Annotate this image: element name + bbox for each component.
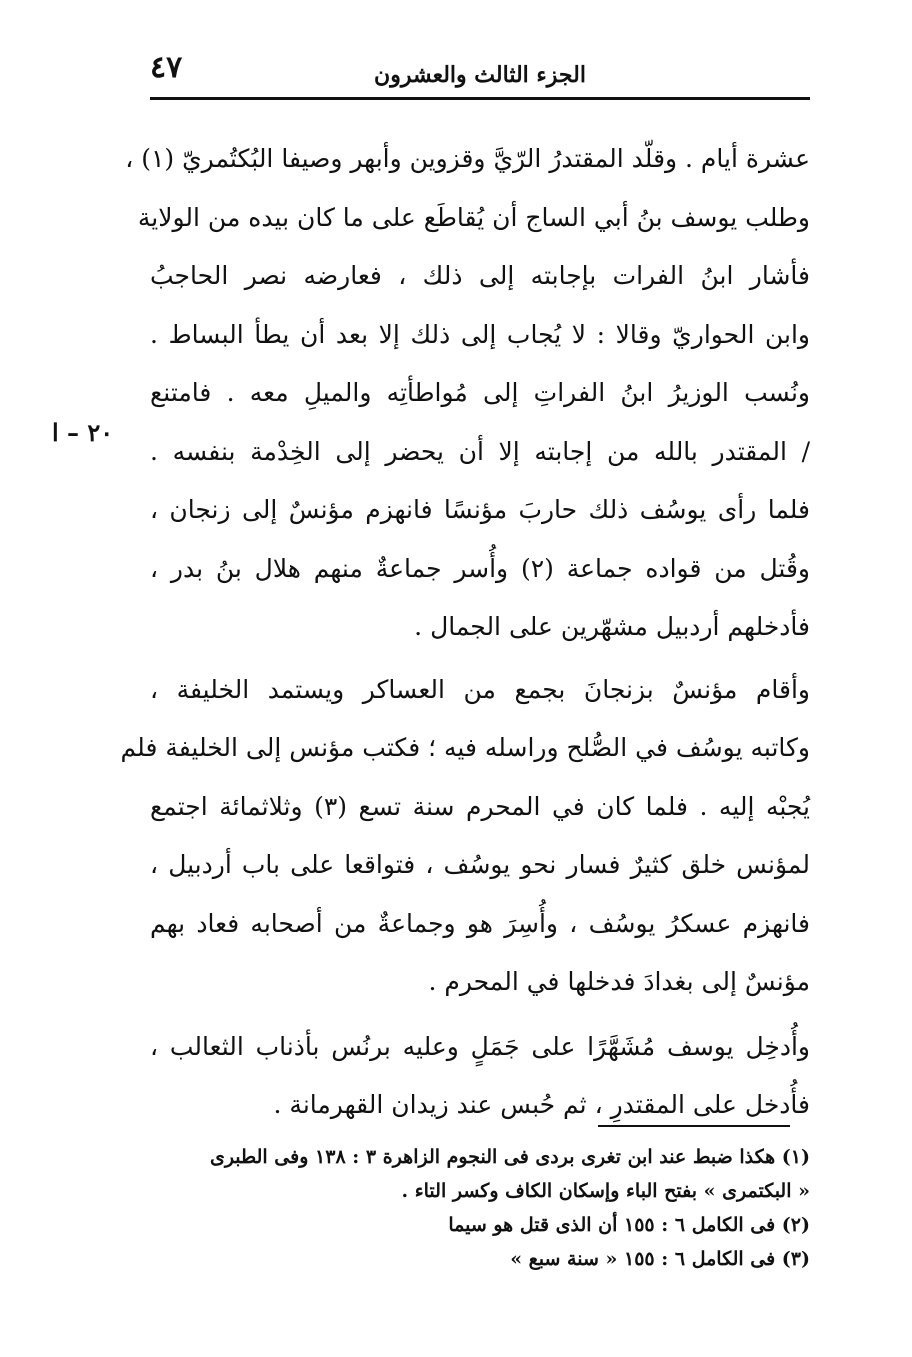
text-line: يُجبْه إليه . فلما كان في المحرم سنة تسع (٣) وثلاثمائة اجتمع	[150, 791, 811, 821]
text-line: فانهزم عسكرُ يوسُف ، وأُسِرَ هو وجماعةٌ من أصحابه فعاد بهم	[150, 908, 810, 938]
footnote-3: (٣) فى الكامل ٦ : ١٥٥ « سنة سبع »	[510, 1248, 810, 1270]
text-line: مؤنسٌ إلى بغدادَ فدخلها في المحرم .	[428, 967, 810, 996]
page-number: ٤٧	[150, 50, 183, 85]
margin-note: ٢٠ – ا	[52, 418, 114, 447]
footnotes	[150, 1140, 810, 1276]
text-line: ونُسب الوزيرُ ابنُ الفراتِ إلى مُواطأتِه والميلِ معه . فامتنع	[150, 378, 810, 407]
footnote-2: (٢) فى الكامل ٦ : ١٥٥ أن الذى قتل هو سيما	[448, 1214, 810, 1236]
main-text	[120, 130, 811, 1135]
text-line: لمؤنس خلق كثيرٌ فسار نحو يوسُف ، فتواقعا على باب أردبيل ،	[150, 850, 810, 879]
footnote-rule	[598, 1125, 790, 1127]
text-line: وأُدخِل يوسف مُشَهَّرًا على جَمَلٍ وعليه برنُس بأذناب الثعالب ،	[150, 1031, 810, 1061]
page-header	[150, 48, 810, 100]
text-line: وطلب يوسف بنُ أبي الساج أن يُقاطَع على ما كان بيده من الولاية	[137, 202, 810, 232]
footnote-1-continued: « البكتمرى » بفتح الباء وإسكان الكاف وكسر التاء .	[401, 1180, 810, 1202]
text-line: / المقتدر بالله من إجابته إلا أن يحضر إلى الخِدْمة بنفسه .	[150, 436, 810, 466]
text-line: وابن الحواريّ وقالا : لا يُجاب إلى ذلك إلا بعد أن يطأ البساط .	[150, 319, 810, 349]
text-line: وأقام مؤنسٌ بزنجانَ بجمع من العساكر ويستمد الخليفة ،	[150, 674, 810, 704]
running-title: الجزء الثالث والعشرون	[374, 62, 586, 88]
text-line: وكاتبه يوسُف في الصُّلح وراسله فيه ؛ فكتب مؤنس إلى الخليفة فلم	[120, 733, 810, 762]
paragraph-2	[120, 661, 811, 1012]
text-line: وقُتل من قواده جماعة (٢) وأُسر جماعةٌ منهم هلال بنُ بدر ،	[150, 553, 810, 583]
text-line: فأدخلهم أردبيل مشهّرين على الجمال .	[414, 612, 810, 641]
text-line: عشرة أيام . وقلّد المقتدرُ الرّيَّ وقزوين وأبهر وصيفا البُكتُمريّ (١) ،	[125, 144, 810, 173]
paragraph-3	[150, 1018, 810, 1135]
text-line: فأُدخل على المقتدرِ ، ثم حُبس عند زيدان القهرمانة .	[273, 1090, 810, 1119]
paragraph-1	[125, 130, 810, 657]
header-rule	[150, 97, 810, 100]
text-line: فلما رأى يوسُف ذلك حاربَ مؤنسًا فانهزم مؤنسٌ إلى زنجان ،	[150, 495, 810, 524]
text-line: فأشار ابنُ الفرات بإجابته إلى ذلك ، فعارضه نصر الحاجبُ	[150, 261, 810, 290]
footnote-1: (١) هكذا ضبط عند ابن تغرى بردى فى النجوم الزاهرة ٣ : ١٣٨ وفى الطبرى	[209, 1146, 810, 1168]
